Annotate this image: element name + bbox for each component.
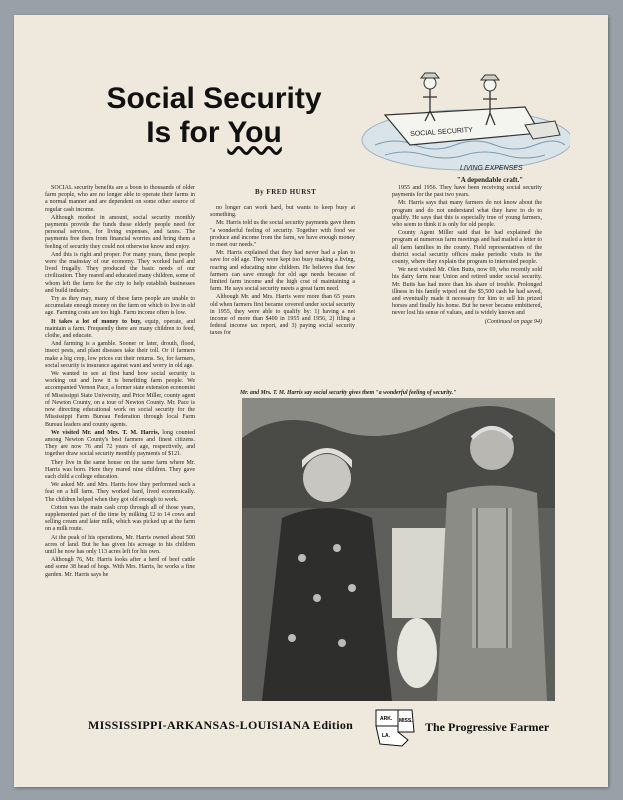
paragraph: And farming is a gamble. Sooner or later, drouth, flood, insect pests, and plant diseases take their toll. Or if farmers make a big crop, low prices cut their returns. So, for farmers, social security is insurance against want and worry in old age. [45,341,195,369]
title-line-2 [64,116,364,150]
paragraph: Cotton was the main cash crop through all of those years, supplemented part of the time by milking 12 to 14 cows and selling cream and later milk, which was picked up at the farm on a milk route. [45,504,195,533]
magazine-name: The Progressive Farmer [425,720,550,734]
cartoon-caption: "A dependable craft." [456,176,524,184]
paragraph: We next visited Mr. Olen Butts, now 69, who recently sold his dairy farm near Union and retired under social security. Mr. Butts has had more than his share of trouble. Prolonged illness in his family wiped out the $5,500 cash he had saved, and eventually made it necessary for him to sell his prized horses and finally his home. But he never became embittered, never lost his sense of values, and is widely known and [392,267,542,317]
column-2 [210,205,355,339]
harris-couple-photo [242,398,555,701]
paragraph: Mr. Harris explained that they had never had a plan to save for old age. They were kept too busy making a living, rearing and educating nine children. He believes that few farmers can save enough for old age needs because of limited farm income and the high cost of maintaining a farm. He says social security meets a great farm need. [210,250,355,293]
three-state-map-logo [372,706,426,748]
water-label: LIVING EXPENSES [460,165,523,172]
paragraph: It takes a lot of money to buy, equip, operate, and maintain a farm. Frequently there are many children to feed, clothe, and educate. [45,318,195,340]
column-1 [45,185,195,580]
map-label-miss: MISS. [399,718,413,724]
boat-label: SOCIAL SECURITY [409,126,474,139]
paragraph: no longer can work hard, but wants to keep busy at something. [210,205,355,219]
map-label-la: LA. [382,733,391,739]
boat-cartoon-illustration [355,45,570,180]
title-emphasis: You [227,116,282,149]
paragraph: Mr. Harris told us the social security payments gave them "a wonderful feeling of security. Together with food we produce and income from the farm, we have enough money to meet our needs." [210,220,355,249]
continued-note: (Continued on page 94) [484,318,542,325]
paragraph: County Agent Miller said that he had explained the program at numerous farm meetings and had mailed a letter to all farm families in the county. Field representatives of the district social security offices make periodic visits to the county, where they explain the program to interested people. [392,230,542,266]
paragraph: And this is right and proper. For many years, these people were the mainstay of our economy. They worked hard and lived frugally. They produced the basic needs of our civilization. They reared and educated many children, some of whom left the farm for the city to help establish businesses and build industry. [45,251,195,294]
paragraph: Try as they may, many of these farm people are unable to accumulate enough money on the farm on which to live in old age. Farming costs are too high. Farm income often is low. [45,296,195,317]
title-line-1: Social Security [106,82,322,115]
article-title [64,82,364,150]
byline: By FRED HURST [255,188,317,196]
paragraph: 1955 and 1956. They have been receiving social security payments for the past two years. [392,185,542,199]
paragraph: Although 76, Mr. Harris looks after a herd of beef cattle and some 38 head of hogs. With Mrs. Harris, he works a fine garden. Mr. Harris says he [45,557,195,578]
title-line-2-prefix: Is for [146,116,228,149]
paragraph: SOCIAL security benefits are a boon to thousands of older farm people, who are no longer able to operate their farms in a normal manner and are dependent on some other source of regular cash income. [45,185,195,213]
paragraph: They live in the same house on the same farm where Mr. Harris was born. Here they reared nine children. They gave each child a college education. [45,459,195,480]
paragraph: Mr. Harris says that many farmers do not know about the program and do not understand what they have to do to qualify. He says that this is especially true of young farmers, who seem to think it is only for old people. [392,200,542,229]
edition-label: MISSISSIPPI-ARKANSAS-LOUISIANA Edition [88,718,354,732]
paragraph: Although Mr. and Mrs. Harris were more than 65 years old when farmers first became covered under social security in 1955, they were able to qualify by: 1) having a net income of more than $400 in 1955 and 1956, 2) filing a federal income tax report, and 3) paying social security taxes for [210,294,355,337]
paragraph: Although modest in amount, social security monthly payments provide the funds these elderly people need for personal services, for living expenses, and taxes. The payments free them from financial worries and bring them a feeling of security they could not otherwise know and enjoy. [45,214,195,250]
map-label-ark: ARK. [380,716,393,722]
paragraph: We asked Mr. and Mrs. Harris how they performed such a feat on a hill farm. They worked hard, lived economically. The children helped when they got old enough to work. [45,482,195,503]
paragraph: We visited Mr. and Mrs. T. M. Harris, long counted among Newton County's best farmers and finest citizens. They are now 76 and 72 years of age, respectively, and together draw social security monthly payments of $121. [45,429,195,458]
paragraph: We wanted to see at first hand how social security is working out and how it is benefiting farm people. We accompanied Vernon Pace, a former state extension economist of Mississippi State University, and Price Miller, county agent of Newton County, on a tour of Newton County. Mr. Pace is now directing educational work on social security for the Mississippi Farm Bureau Federation through local Farm Bureau leaders and county agents. [45,371,195,428]
photo-caption: Mr. and Mrs. T. M. Harris say social security gives them "a wonderful feeling of security." [240,390,457,396]
paragraph: At the peak of his operations, Mr. Harris owned about 500 acres of land. But he has given his acreage to his children until he now has only 113 acres left for his own. [45,534,195,555]
column-3 [392,185,542,327]
